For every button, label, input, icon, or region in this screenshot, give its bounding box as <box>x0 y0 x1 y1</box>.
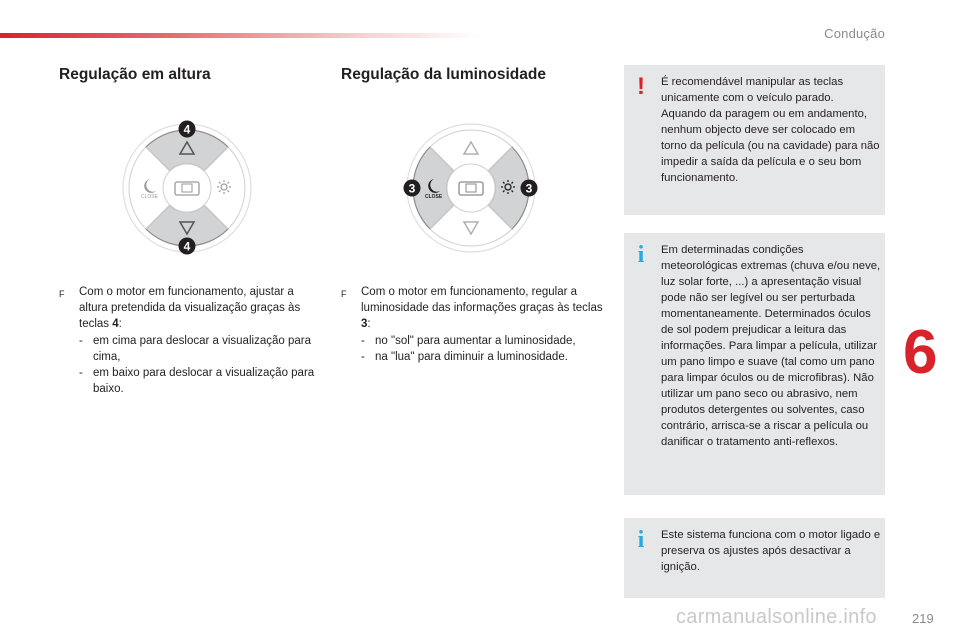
button-number-badge-right <box>521 180 538 197</box>
bullet-marker: F <box>341 289 347 299</box>
info-text: Este sistema funciona com o motor ligado e preserva os ajustes após desactivar a ignição. <box>661 529 881 573</box>
close-label: CLOSE <box>141 194 158 200</box>
page-number: 219 <box>912 611 934 626</box>
warning-text: É recomendável manipular as teclas unicamente com o veículo parado. Aquando da paragem ou em andamento, nenhum objecto deve ser colocado em torno da película (ou na cavidade) para não impedir a saída da película e o seu bom funcionamento. <box>661 76 880 184</box>
key-number: 3 <box>361 318 368 331</box>
list-item: em baixo para deslocar a visualização para baixo. <box>93 367 315 396</box>
close-label: CLOSE <box>425 194 443 200</box>
info-text: Em determinadas condições meteorológicas extremas (chuva e/ou neve, luz solar forte, ...) a apresentação visual pode não ser legível ou ser perturbada momentaneamente. Determinados óculos de sol podem prejudicar a leitura das informações. Para limpar a película, utilizar um pano limpo e suave (tal como um pano para limpar óculos ou de microfibras). Não utilizar um pano seco ou abrasivo, nem produtos detergentes ou solventes, caso contrário, arrisca-se a riscar a película ou danificar o tratamento anti-reflexos. <box>661 244 881 448</box>
info-icon: i <box>637 527 645 553</box>
key-number: 4 <box>112 318 119 331</box>
list-item: em cima para deslocar a visualização para cima, <box>93 334 311 363</box>
section-title-brightness: Regulação da luminosidade <box>341 66 546 83</box>
watermark: carmanualsonline.info <box>676 606 877 628</box>
button-number-badge-left <box>404 180 421 197</box>
brightness-instructions: F Com o motor em funcionamento, regular a luminosidade das informações graças às teclas 3: - no "sol" para aumentar a luminosidade, - na "lua" para diminuir a luminosidade. <box>341 284 606 365</box>
chapter-number: 6 <box>903 318 938 387</box>
brightness-control-diagram <box>401 120 541 255</box>
svg-text:3: 3 <box>408 181 416 196</box>
height-control-diagram <box>120 120 255 255</box>
svg-text:4: 4 <box>183 122 191 137</box>
info-icon: i <box>637 242 645 268</box>
list-item: na "lua" para diminuir a luminosidade. <box>375 350 568 363</box>
header-accent-bar <box>0 33 480 38</box>
button-number-badge-top <box>179 121 196 138</box>
warning-note <box>624 65 885 215</box>
height-instructions: F Com o motor em funcionamento, ajustar a altura pretendida da visualização graças às teclas 4: - em cima para deslocar a visualização para cima, - em baixo para deslocar a visualização para baixo. <box>59 284 324 397</box>
svg-text:3: 3 <box>525 181 533 196</box>
svg-text:4: 4 <box>183 239 191 254</box>
warning-icon: ! <box>637 73 645 100</box>
bullet-marker: F <box>59 289 65 299</box>
chapter-title: Condução <box>824 26 885 41</box>
info-note-conditions <box>624 233 885 495</box>
instruction-text: Com o motor em funcionamento, ajustar a altura pretendida da visualização graças às teclas <box>79 286 301 331</box>
list-item: no "sol" para aumentar a luminosidade, <box>375 334 576 347</box>
button-number-badge-bottom <box>179 238 196 255</box>
section-title-height: Regulação em altura <box>59 66 211 83</box>
info-note-system <box>624 518 885 598</box>
instruction-text: Com o motor em funcionamento, regular a luminosidade das informações graças às teclas <box>361 286 603 315</box>
